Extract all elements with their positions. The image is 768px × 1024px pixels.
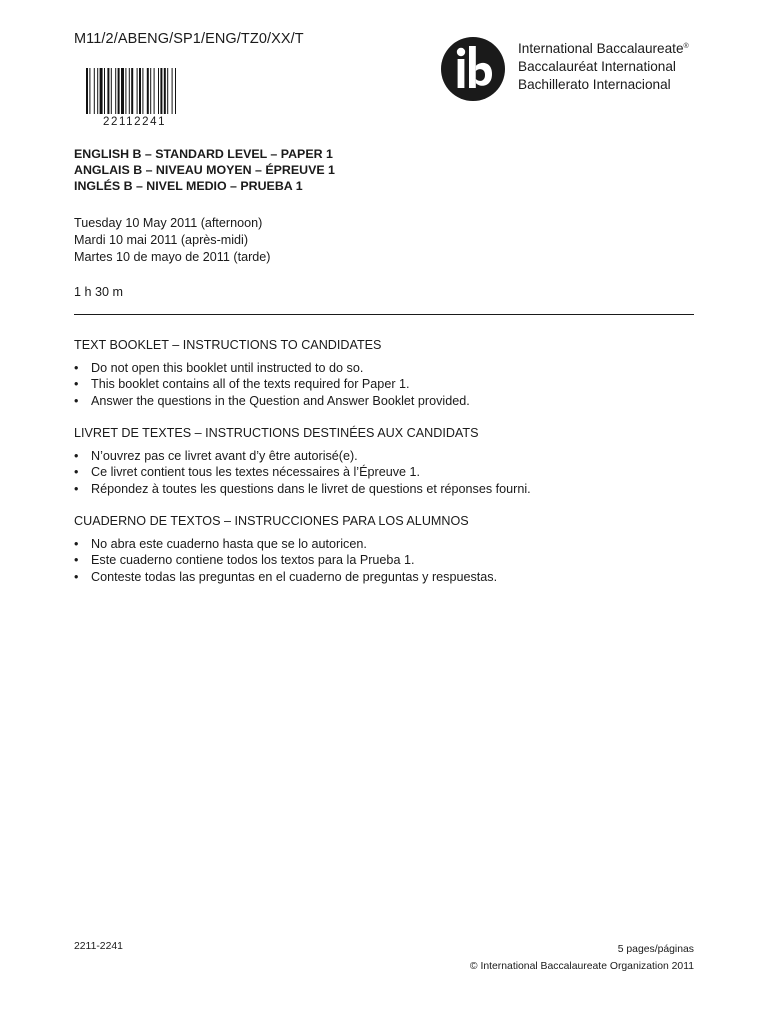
list-item: • N’ouvrez pas ce livret avant d’y être autorisé(e). xyxy=(74,448,358,463)
list-item: • Answer the questions in the Question and Answer Booklet provided. xyxy=(74,393,470,408)
bullet-icon: • xyxy=(74,393,79,408)
title-es: INGLÉS B – NIVEL MEDIO – PRUEBA 1 xyxy=(74,179,303,193)
section-heading: TEXT BOOKLET – INSTRUCTIONS TO CANDIDATES xyxy=(74,338,382,352)
bullet-icon: • xyxy=(74,360,79,375)
logo-line-es: Bachillerato Internacional xyxy=(518,77,671,92)
exam-duration: 1 h 30 m xyxy=(74,285,124,299)
list-item: • Répondez à toutes les questions dans le livret de questions et réponses fourni. xyxy=(74,481,531,496)
exam-dates xyxy=(74,215,270,266)
registered-mark: ® xyxy=(683,43,689,50)
date-fr: Mardi 10 mai 2011 (après-midi) xyxy=(74,233,249,247)
footer-info xyxy=(470,941,694,975)
bullet-icon: • xyxy=(74,569,79,584)
ib-logo-icon xyxy=(440,36,506,102)
list-item: • Ce livret contient tous les textes nécessaires à l’Épreuve 1. xyxy=(74,465,420,479)
section-heading: CUADERNO DE TEXTOS – INSTRUCCIONES PARA LOS ALUMNOS xyxy=(74,514,469,528)
title-fr: ANGLAIS B – NIVEAU MOYEN – ÉPREUVE 1 xyxy=(74,163,335,177)
divider xyxy=(74,314,694,315)
date-es: Martes 10 de mayo de 2011 (tarde) xyxy=(74,250,271,264)
instructions-en xyxy=(74,337,470,409)
doc-number: 2211-2241 xyxy=(74,941,123,952)
list-item: • Este cuaderno contiene todos los textos para la Prueba 1. xyxy=(74,553,415,567)
list-item: • Do not open this booklet until instructed to do so. xyxy=(74,360,364,375)
ib-logo-text xyxy=(518,40,689,94)
bullet-icon: • xyxy=(74,553,79,567)
ib-logo xyxy=(440,36,700,102)
list-item: • Conteste todas las preguntas en el cuaderno de preguntas y respuestas. xyxy=(74,569,498,584)
bullet-icon: • xyxy=(74,377,79,391)
bullet-icon: • xyxy=(74,536,79,551)
section-heading: LIVRET DE TEXTES – INSTRUCTIONS DESTINÉES AUX CANDIDATS xyxy=(74,426,479,440)
date-en: Tuesday 10 May 2011 (afternoon) xyxy=(74,216,263,230)
list-item: • This booklet contains all of the texts required for Paper 1. xyxy=(74,377,410,391)
logo-line-fr: Baccalauréat International xyxy=(518,59,676,74)
copyright: © International Baccalaureate Organization 2011 xyxy=(469,961,694,972)
paper-code: M11/2/ABENG/SP1/ENG/TZ0/XX/T xyxy=(74,31,304,47)
bullet-icon: • xyxy=(74,448,79,463)
barcode xyxy=(86,68,206,114)
instructions-es xyxy=(74,513,497,585)
instructions-fr xyxy=(74,425,531,497)
list-item: • No abra este cuaderno hasta que se lo autoricen. xyxy=(74,536,367,551)
bullet-icon: • xyxy=(74,481,79,496)
page-count: 5 pages/páginas xyxy=(617,944,694,955)
title-en: ENGLISH B – STANDARD LEVEL – PAPER 1 xyxy=(74,147,333,161)
exam-titles xyxy=(74,146,335,194)
logo-line-en: International Baccalaureate xyxy=(518,41,684,56)
barcode-number: 22112241 xyxy=(103,116,167,128)
bullet-icon: • xyxy=(74,465,79,479)
